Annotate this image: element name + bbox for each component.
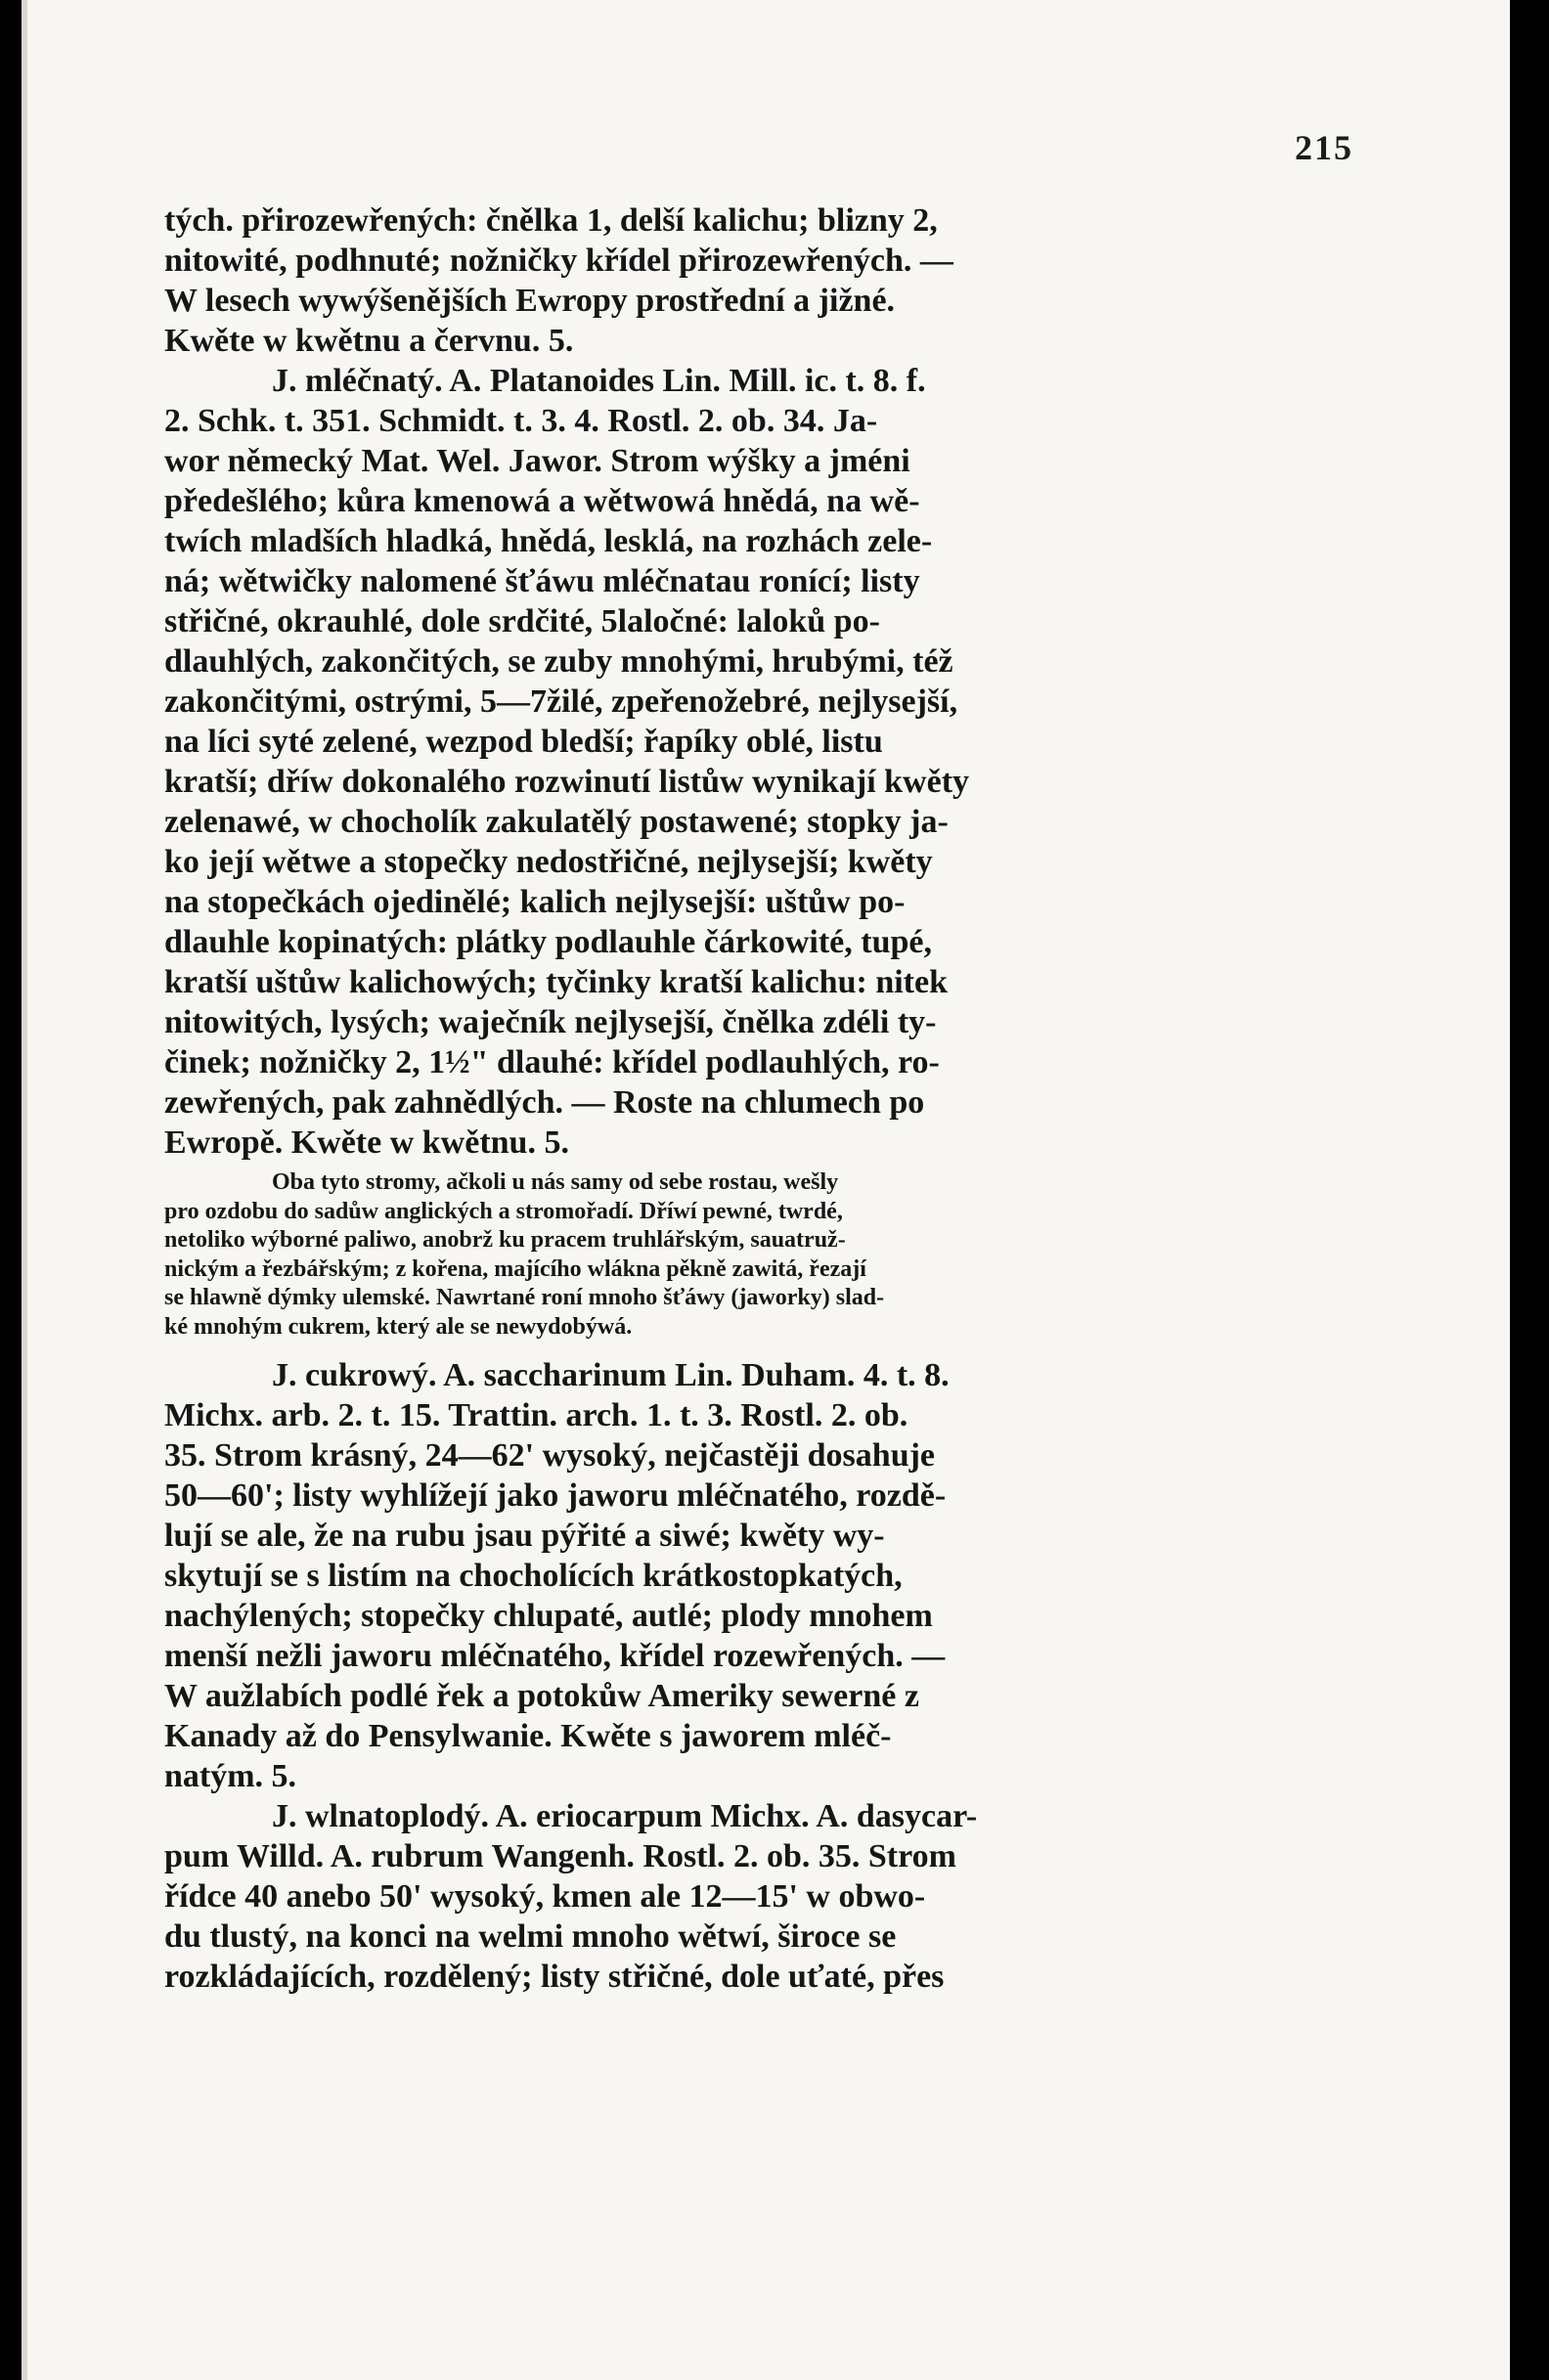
book-page (22, 0, 1510, 2380)
text-line: W aužlabích podlé řek a potokůw Ameriky sewerné z (164, 1678, 919, 1714)
text-line: Kanady až do Pensylwanie. Kwěte s jaworem mléč- (164, 1718, 892, 1754)
note-line: se hlawně dýmky ulemské. Nawrtané roní mnoho šťáwy (jaworky) slad- (164, 1285, 885, 1310)
paragraph-continuation (164, 200, 1240, 361)
text-line: dlauhlých, zakončitých, se zuby mnohými, hrubými, též (164, 643, 953, 680)
text-line: ko její wětwe a stopečky nedostřičné, nejlysejší; kwěty (164, 844, 933, 880)
text-line: zakončitými, ostrými, 5—7žilé, zpeřenožebré, nejlysejší, (164, 683, 958, 720)
text-line: ná; wětwičky nalomené šťáwu mléčnatau ronící; listy (164, 563, 920, 599)
text-line: předešlého; kůra kmenowá a wětwowá hnědá, na wě- (164, 483, 920, 519)
text-line: skytují se s listím na chocholících krátkostopkatých, (164, 1558, 903, 1594)
text-line: kratší uštůw kalichowých; tyčinky kratší kalichu: nitek (164, 964, 948, 1000)
note-line: nickým a řezbářským; z kořena, majícího wlákna pěkně zawitá, řezají (164, 1256, 866, 1282)
text-line: 2. Schk. t. 351. Schmidt. t. 3. 4. Rostl. 2. ob. 34. Ja- (164, 403, 878, 439)
text-line: J. mléčnatý. A. Platanoides Lin. Mill. ic. t. 8. f. (272, 363, 926, 399)
text-line: natým. 5. (164, 1758, 297, 1794)
note-line: pro ozdobu do sadůw anglických a stromořadí. Dříwí pewné, twrdé, (164, 1198, 843, 1224)
note-line: ké mnohým cukrem, který ale se newydobýwá. (164, 1313, 633, 1340)
text-line: kratší; dříw dokonalého rozwinutí listůw wynikají kwěty (164, 764, 970, 800)
text-line: rozkládajících, rozdělený; listy střičné, dole uťaté, přes (164, 1959, 945, 1995)
text-line: tých. přirozewřených: čnělka 1, delší kalichu; blizny 2, (164, 202, 938, 239)
text-line: střičné, okrauhlé, dole srdčité, 5laločné: laloků po- (164, 603, 880, 639)
text-line: wor německý Mat. Wel. Jawor. Strom wýšky a jméni (164, 443, 910, 479)
text-line: řídce 40 anebo 50' wysoký, kmen ale 12—15' w obwo- (164, 1878, 926, 1915)
text-line: du tlustý, na konci na welmi mnoho wětwí, široce se (164, 1918, 897, 1955)
text-line: lují se ale, že na rubu jsau pýřité a siwé; kwěty wy- (164, 1518, 885, 1554)
footnote-block (164, 1168, 1240, 1342)
paragraph-acer-saccharinum (164, 1355, 1240, 1796)
text-line: činek; nožničky 2, 1½" dlauhé: křídel podlauhlých, ro- (164, 1044, 940, 1080)
text-line: dlauhle kopinatých: plátky podlauhle čárkowité, tupé, (164, 924, 932, 960)
text-line: menší nežli jaworu mléčnatého, křídel rozewřených. — (164, 1638, 946, 1674)
text-line: pum Willd. A. rubrum Wangenh. Rostl. 2. ob. 35. Strom (164, 1838, 956, 1874)
note-line: netoliko wýborné paliwo, anobrž ku pracem truhlářským, sauatruž- (164, 1227, 846, 1253)
paragraph-acer-eriocarpum (164, 1796, 1240, 1997)
page-number: 215 (1295, 128, 1353, 167)
text-line: J. wlnatoplodý. A. eriocarpum Michx. A. dasycar- (272, 1798, 978, 1834)
text-line: 50—60'; listy wyhlížejí jako jaworu mléčnatého, rozdě- (164, 1477, 947, 1514)
text-line: twích mladších hladká, hnědá, lesklá, na rozhách zele- (164, 523, 933, 559)
text-line: 35. Strom krásný, 24—62' wysoký, nejčastěji dosahuje (164, 1437, 936, 1474)
paragraph-acer-platanoides (164, 361, 1240, 1163)
text-line: nitowitých, lysých; waječník nejlysejší, čnělka zdéli ty- (164, 1004, 937, 1040)
text-line: na líci syté zelené, wezpod bledší; řapíky oblé, listu (164, 724, 883, 760)
text-line: J. cukrowý. A. saccharinum Lin. Duham. 4. t. 8. (272, 1357, 950, 1393)
text-line: nitowité, podhnuté; nožničky křídel přirozewřených. — (164, 242, 953, 279)
text-line: nachýlených; stopečky chlupaté, autlé; plody mnohem (164, 1598, 933, 1634)
text-line: na stopečkách ojedinělé; kalich nejlysejší: uštůw po- (164, 884, 906, 920)
text-line: W lesech wywýšenějších Ewropy prostřední a jižné. (164, 283, 896, 319)
page-text (164, 200, 1240, 1997)
text-line: zewřených, pak zahnědlých. — Roste na chlumech po (164, 1084, 925, 1121)
text-line: Kwěte w kwětnu a červnu. 5. (164, 323, 574, 359)
text-line: Ewropě. Kwěte w kwětnu. 5. (164, 1124, 569, 1161)
note-line: Oba tyto stromy, ačkoli u nás samy od sebe rostau, wešly (272, 1169, 839, 1195)
text-line: Michx. arb. 2. t. 15. Trattin. arch. 1. t. 3. Rostl. 2. ob. (164, 1397, 908, 1433)
text-line: zelenawé, w chocholík zakulatělý postawené; stopky ja- (164, 804, 949, 840)
